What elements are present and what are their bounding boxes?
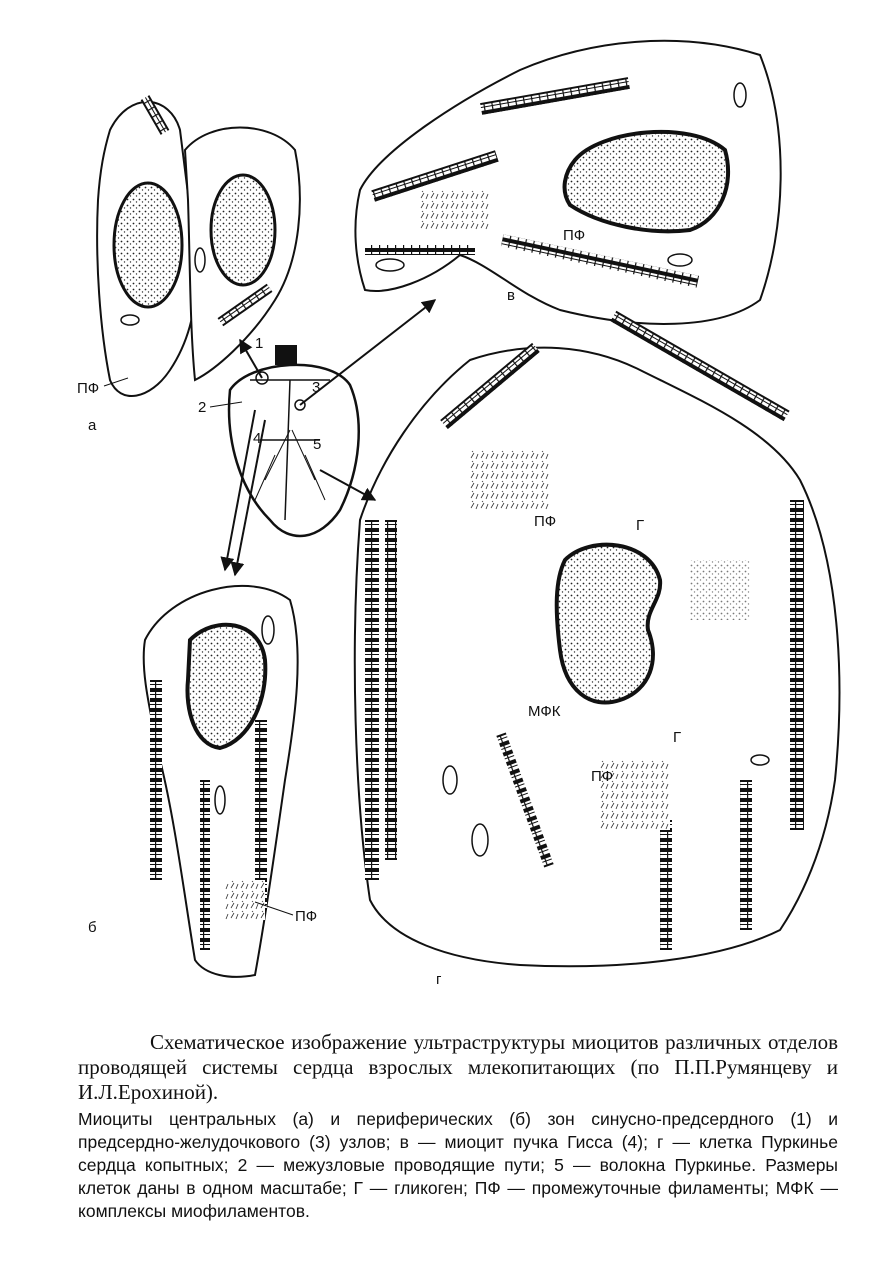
label-num-1: 1 (255, 335, 264, 352)
label-pf-v: ПФ (563, 227, 586, 244)
label-g: г (436, 971, 442, 988)
figure-caption-body: Миоциты центральных (а) и периферических (б) зон синусно-предсердного (1) и предсердно-желудочкового (3) узлов; в — миоцит пучка Гисса (4); г — клетка Пуркинье сердца копытных; 2 — межузловые проводящие пути; 5 — волокна Пуркинье. Размеры клеток даны в одном масштабе; Г — гликоген; ПФ — промежуточные филаменты; МФК — комплексы миофиламентов. (78, 1109, 838, 1221)
label-pf-g1: ПФ (534, 513, 557, 530)
label-b: б (88, 919, 97, 936)
label-glycogen-1: Г (636, 517, 645, 534)
label-num-2: 2 (198, 399, 207, 416)
label-num-3: 3 (312, 379, 321, 396)
label-num-5: 5 (313, 436, 322, 453)
cell-a (97, 95, 300, 396)
label-a: а (88, 417, 97, 434)
cell-g (355, 311, 840, 966)
label-mfk: МФК (528, 703, 561, 720)
figure-caption-title: Схематическое изображение ультраструктуры миоцитов различных отделов проводящей системы сердца взрослых млекопитающих (по П.П.Румянцеву и И.Л.Ерохиной). (78, 1030, 838, 1104)
label-pf-a: ПФ (77, 380, 100, 397)
cell-b (144, 586, 298, 977)
label-num-4: 4 (253, 430, 262, 447)
label-pf-b: ПФ (295, 908, 318, 925)
label-glycogen-2: Г (673, 729, 682, 746)
cell-v (355, 41, 780, 324)
label-pf-g2: ПФ (591, 768, 614, 785)
label-v: в (507, 287, 515, 304)
